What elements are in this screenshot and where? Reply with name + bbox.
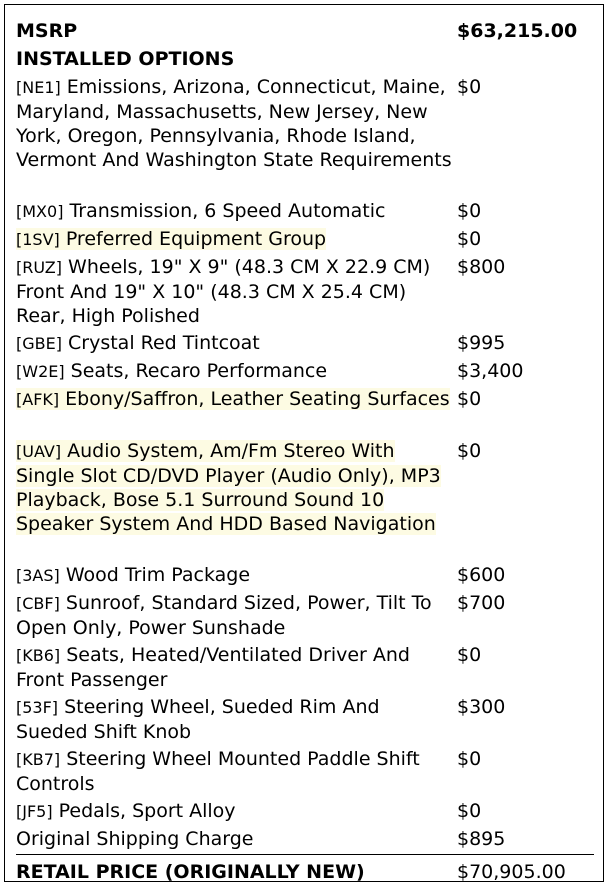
option-text: Seats, Heated/Ventilated Driver And Front Passenger [16,644,410,691]
option-code: [GBE] [16,334,62,353]
option-price: $0 [457,644,482,666]
option-text: Audio System, Am/Fm Stereo With Single Slot CD/DVD Player (Audio Only), MP3 Playback, Bose 5.1 Surround Sound 10 Speaker System And HDD Based Navigation [16,440,441,535]
option-text: Crystal Red Tintcoat [68,332,260,354]
option-price: $3,400 [457,360,524,382]
option-text: Preferred Equipment Group [65,228,327,250]
option-description [16,75,456,172]
option-description [16,695,456,744]
msrp-label: MSRP [16,20,78,42]
msrp-value: $63,215.00 [457,20,578,42]
option-description [16,255,456,328]
option-text: Steering Wheel Mounted Paddle Shift Controls [16,748,420,795]
option-code: [CBF] [16,594,60,613]
option-code: [NE1] [16,78,61,97]
option-description [16,387,456,412]
option-text: Sunroof, Standard Sized, Power, Tilt To Open Only, Power Sunshade [16,592,432,639]
option-code: [AFK] [16,390,60,409]
shipping-label: Original Shipping Charge [16,828,254,850]
option-text: Pedals, Sport Alloy [58,800,236,822]
option-price: $0 [457,800,482,822]
option-text: Transmission, 6 Speed Automatic [69,200,386,222]
option-text: Seats, Recaro Performance [70,360,328,382]
option-description [16,439,456,536]
option-price: $700 [457,592,506,614]
window-sticker-price-sheet [4,4,604,882]
shipping-value: $895 [457,828,506,850]
option-code: [KB6] [16,646,61,665]
option-code: [W2E] [16,362,65,381]
option-price: $0 [457,76,482,98]
option-text: Emissions, Arizona, Connecticut, Maine, Maryland, Massachusetts, New Jersey, New York, Oregon, Pennsylvania, Rhode Island, Vermont And Washington State Requirements [16,76,452,171]
option-text: Ebony/Saffron, Leather Seating Surfaces [65,388,450,410]
option-price: $800 [457,256,506,278]
option-price: $0 [457,228,482,250]
option-description [16,227,456,252]
option-description [16,747,456,796]
option-description [16,799,456,824]
option-text: Wheels, 19" X 9" (48.3 CM X 22.9 CM) Front And 19" X 10" (48.3 CM X 25.4 CM) Rear, High Polished [16,256,431,327]
option-price: $995 [457,332,506,354]
option-description [16,563,456,588]
option-code: [JF5] [16,802,53,821]
option-description [16,199,456,224]
option-text: Wood Trim Package [65,564,251,586]
option-code: [RUZ] [16,258,62,277]
installed-options-heading: INSTALLED OPTIONS [16,48,235,70]
option-code: [3AS] [16,566,60,585]
option-description [16,591,456,640]
retail-price-value: $70,905.00 [457,861,566,882]
option-code: [53F] [16,698,59,717]
option-price: $600 [457,564,506,586]
option-code: [KB7] [16,750,61,769]
option-price: $0 [457,200,482,222]
option-price: $300 [457,696,506,718]
option-text: Steering Wheel, Sueded Rim And Sueded Shift Knob [16,696,380,743]
total-divider [16,854,594,855]
option-price: $0 [457,748,482,770]
option-code: [UAV] [16,442,62,461]
option-price: $0 [457,440,482,462]
option-description [16,331,456,356]
option-price: $0 [457,388,482,410]
option-code: [1SV] [16,230,60,249]
option-code: [MX0] [16,202,64,221]
retail-price-label: RETAIL PRICE (ORIGINALLY NEW) [16,861,365,882]
option-description [16,643,456,692]
option-description [16,359,456,384]
